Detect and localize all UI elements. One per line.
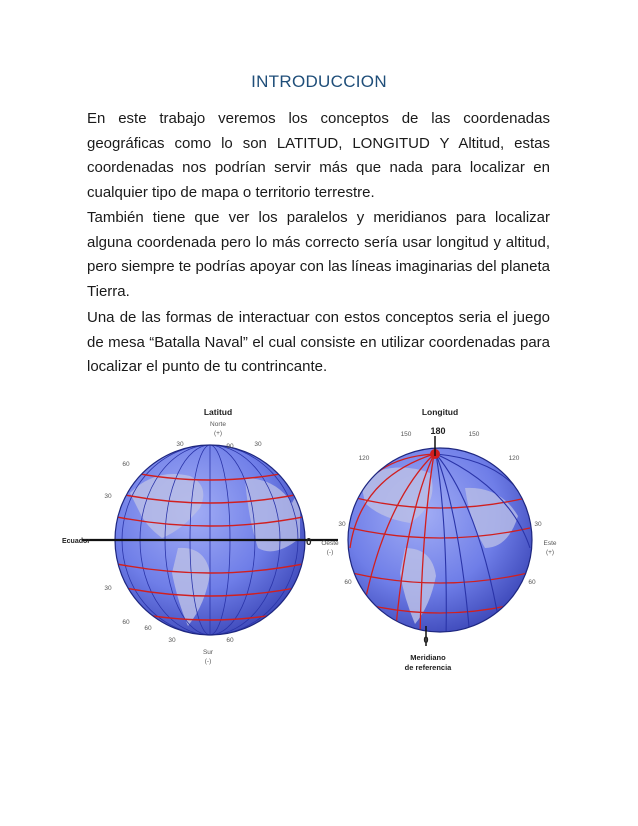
- lon-180-label: 180: [430, 426, 446, 436]
- globes-figure: [60, 398, 580, 680]
- lat-bottom-label-1: 60: [144, 625, 152, 632]
- lat-top-label-2: 90: [226, 443, 234, 450]
- norte-label: Norte: [210, 421, 226, 428]
- lon-side-label-2: 30: [534, 521, 542, 528]
- paragraph-1: En este trabajo veremos los conceptos de las coordenadas geográficas como lo son LATITUD, LONGITUD Y Altitud, estas coordenadas nos podrían servir más que nada para localizar en cualquier tipo de mapa o territorio terrestre.: [87, 110, 550, 201]
- lon-side-label-4: 60: [528, 579, 536, 586]
- longitud-title: Longitud: [421, 407, 459, 417]
- de-referencia-label: de referencia: [404, 663, 452, 672]
- este-label: Este: [543, 540, 557, 547]
- lat-left-label-3: 30: [104, 585, 112, 592]
- meridiano-label: Meridiano: [410, 653, 446, 662]
- lon-side-label-1: 30: [338, 521, 346, 528]
- latitud-title: Latitud: [203, 407, 233, 417]
- lat-left-label-2: 30: [104, 493, 112, 500]
- lat-top-label-1: 30: [176, 441, 184, 448]
- lon-top-label-1: 150: [400, 431, 412, 438]
- latitude-globe: [62, 407, 338, 665]
- lat-left-label-1: 60: [122, 461, 130, 468]
- lat-left-label-4: 60: [122, 619, 130, 626]
- lon-top-label-2: 150: [468, 431, 480, 438]
- longitude-globe: [321, 407, 557, 672]
- oeste-sign: (-): [326, 549, 334, 556]
- lon-top-label-4: 120: [508, 455, 520, 462]
- lon-top-label-3: 120: [358, 455, 370, 462]
- oeste-label: Oeste: [321, 540, 339, 547]
- lat-top-label-3: 30: [254, 441, 262, 448]
- lat-bottom-label-3: 60: [226, 637, 234, 644]
- este-sign: (+): [545, 549, 555, 556]
- zero-left: 0: [306, 537, 312, 548]
- page-title: INTRODUCCION: [251, 72, 387, 91]
- paragraph-2: También tiene que ver los paralelos y meridianos para localizar alguna coordenada pero lo más correcto sería usar longitud y altitud, pero siempre te podrías apoyar con las líneas imaginarias del planeta Tierra.: [87, 209, 550, 300]
- lat-bottom-label-2: 30: [168, 637, 176, 644]
- paragraph-3: Una de las formas de interactuar con estos conceptos seria el juego de mesa “Batalla Naval” el cual consiste en utilizar coordenadas para localizar el punto de tu contrincante.: [87, 309, 550, 375]
- zero-right: 0: [423, 635, 429, 645]
- sur-label: Sur: [202, 649, 214, 656]
- ecuador-label: Ecuador: [62, 538, 91, 545]
- lon-side-label-3: 60: [344, 579, 352, 586]
- norte-sign: (+): [213, 430, 223, 437]
- sur-sign: (-): [204, 658, 212, 665]
